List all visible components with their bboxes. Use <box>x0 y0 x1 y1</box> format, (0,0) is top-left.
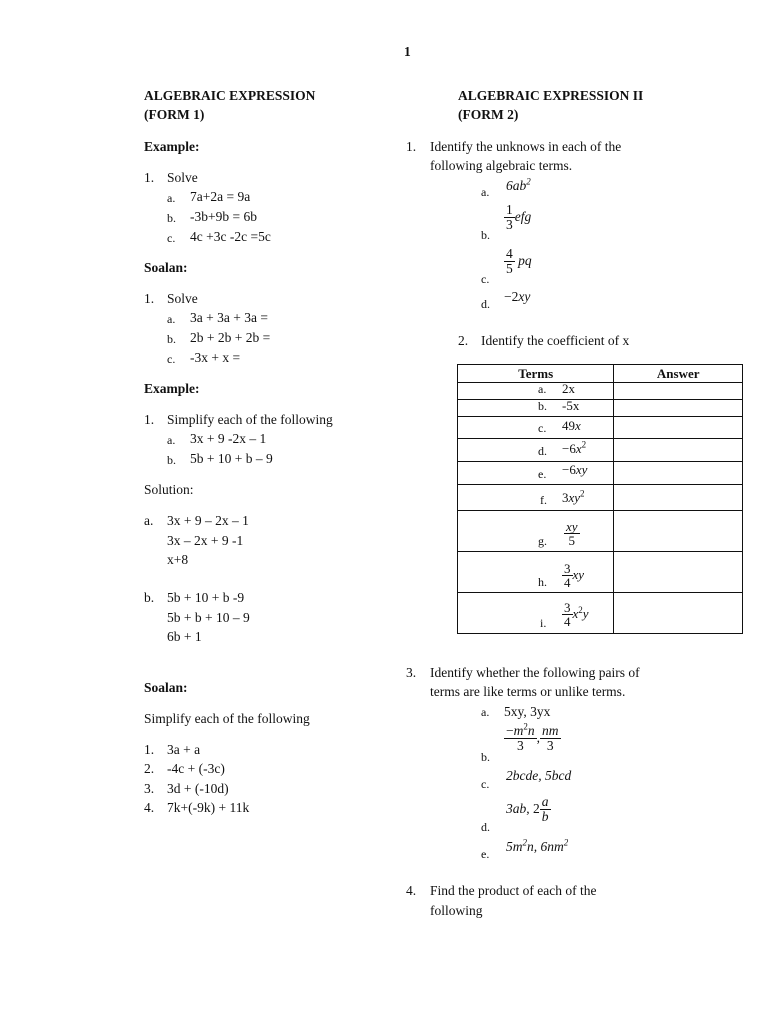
list-letter: c. <box>167 352 176 366</box>
row-letter: b. <box>538 399 547 413</box>
list-number: 1. <box>406 139 417 154</box>
answer-cell[interactable] <box>614 383 743 400</box>
left-heading: ALGEBRAIC EXPRESSION <box>144 88 316 103</box>
soalan2-intro: Simplify each of the following <box>144 711 310 726</box>
list-number: 2. <box>144 761 155 776</box>
q3-text: terms are like terms or unlike terms. <box>430 684 626 699</box>
q1-text: following algebraic terms. <box>430 158 573 173</box>
answer-cell[interactable] <box>614 400 743 417</box>
solution-a-line: x+8 <box>167 552 189 567</box>
q1-text: Identify the unknows in each of the <box>430 139 622 154</box>
table-row <box>458 552 743 593</box>
row-letter: e. <box>538 467 547 481</box>
row-letter: c. <box>538 421 547 435</box>
math-term: 3ab, 2 $\frac{a}{b}$ <box>506 794 549 825</box>
soalan1-part-a: 3a + 3a + 3a = <box>190 310 268 325</box>
answer-cell[interactable] <box>614 439 743 462</box>
row-letter: d. <box>538 444 547 458</box>
list-letter: b. <box>481 228 490 242</box>
term-cell: $\frac{3}{4}$ $x^2y$ <box>564 599 589 630</box>
list-number: 1. <box>144 170 155 185</box>
row-letter: i. <box>540 616 547 630</box>
list-letter: b. <box>481 750 490 764</box>
answer-header: Answer <box>614 365 743 383</box>
right-heading: ALGEBRAIC EXPRESSION II <box>458 88 644 103</box>
row-letter: f. <box>540 493 547 507</box>
list-letter: c. <box>481 777 490 791</box>
math-term: $6ab^2$ <box>506 176 531 193</box>
example2-part-a: 3x + 9 -2x – 1 <box>190 431 267 446</box>
example1-title: Example: <box>144 139 200 154</box>
term-cell: $\frac{xy}{5}$ <box>566 518 578 549</box>
math-term: $\frac{-m^2n}{3}$ , $\frac{nm}{3}$ <box>506 721 559 754</box>
math-term: 2bcde, 5bcd <box>506 768 572 783</box>
page-number: 1 <box>404 44 411 59</box>
example1-part-a: 7a+2a = 9a <box>190 189 251 204</box>
example2-item: Simplify each of the following <box>167 412 333 427</box>
list-number: 1. <box>144 412 155 427</box>
row-letter: g. <box>538 534 547 548</box>
q4-text: following <box>430 903 483 918</box>
soalan2-item: 3d + (-10d) <box>167 781 229 796</box>
soalan2-title: Soalan: <box>144 680 188 695</box>
answer-cell[interactable] <box>614 485 743 511</box>
table-row <box>458 593 743 634</box>
table-row <box>458 439 743 462</box>
solution-a-line: 3x + 9 – 2x – 1 <box>167 513 249 528</box>
list-letter: c. <box>481 272 490 286</box>
term-cell: 2x <box>562 381 575 396</box>
list-number: 1. <box>144 291 155 306</box>
example1-item: Solve <box>167 170 198 185</box>
soalan2-item: 3a + a <box>167 742 201 757</box>
list-letter: d. <box>481 297 490 311</box>
solution-b-line: 5b + 10 + b -9 <box>167 590 245 605</box>
list-number: 3. <box>144 781 155 796</box>
math-term: $\frac{4}{5}$ pq <box>506 246 532 277</box>
solution-a-line: 3x – 2x + 9 -1 <box>167 533 244 548</box>
list-letter: b. <box>167 211 176 225</box>
table-row <box>458 462 743 485</box>
example2-title: Example: <box>144 381 200 396</box>
table-row <box>458 511 743 552</box>
list-letter: a. <box>167 191 176 205</box>
term-cell: $3xy^2$ <box>562 488 585 505</box>
list-letter: e. <box>481 847 490 861</box>
q3-text: Identify whether the following pairs of <box>430 665 640 680</box>
answer-cell[interactable] <box>614 511 743 552</box>
table-row <box>458 485 743 511</box>
soalan1-part-c: -3x + x = <box>190 350 241 365</box>
table-header-row <box>458 365 743 383</box>
term-cell: -5x <box>562 398 580 413</box>
math-term: −2xy <box>504 289 531 304</box>
answer-cell[interactable] <box>614 417 743 439</box>
answer-cell[interactable] <box>614 552 743 593</box>
list-letter: a. <box>481 705 490 719</box>
term-cell: 49x <box>562 418 581 433</box>
term-cell: $\frac{3}{4}$ xy <box>564 560 585 591</box>
terms-header: Terms <box>458 365 614 383</box>
example2-part-b: 5b + 10 + b – 9 <box>190 451 273 466</box>
left-subheading: (FORM 1) <box>144 107 205 122</box>
math-term: $5m^2n$, $6nm^2$ <box>506 837 569 854</box>
list-letter: c. <box>167 231 176 245</box>
right-subheading: (FORM 2) <box>458 107 519 122</box>
coefficient-table <box>457 364 743 634</box>
soalan1-part-b: 2b + 2b + 2b = <box>190 330 271 345</box>
list-number: 4. <box>406 883 417 898</box>
table-row <box>458 400 743 417</box>
answer-cell[interactable] <box>614 462 743 485</box>
list-letter: b. <box>167 453 176 467</box>
list-number: 1. <box>144 742 155 757</box>
solution-title: Solution: <box>144 482 194 497</box>
table-row <box>458 383 743 400</box>
list-letter: b. <box>144 590 155 605</box>
q4-text: Find the product of each of the <box>430 883 597 898</box>
list-letter: a. <box>167 433 176 447</box>
term-cell: −6xy <box>562 462 588 477</box>
q2-text: Identify the coefficient of x <box>481 333 630 348</box>
example1-part-b: -3b+9b = 6b <box>190 209 257 224</box>
list-letter: a. <box>481 185 490 199</box>
list-number: 4. <box>144 800 155 815</box>
list-letter: a. <box>144 513 154 528</box>
soalan1-title: Soalan: <box>144 260 188 275</box>
solution-b-line: 5b + b + 10 – 9 <box>167 610 250 625</box>
answer-cell[interactable] <box>614 593 743 634</box>
table-row <box>458 417 743 439</box>
soalan2-item: -4c + (-3c) <box>167 761 225 776</box>
q3-a-pair: 5xy, 3yx <box>504 704 551 719</box>
soalan1-item: Solve <box>167 291 198 306</box>
list-number: 2. <box>458 333 469 348</box>
list-number: 3. <box>406 665 417 680</box>
example1-part-c: 4c +3c -2c =5c <box>190 229 271 244</box>
row-letter: h. <box>538 575 547 589</box>
term-cell: $-6x^2$ <box>562 439 587 456</box>
row-letter: a. <box>538 382 547 396</box>
list-letter: b. <box>167 332 176 346</box>
list-letter: d. <box>481 820 490 834</box>
math-term: $\frac{1}{3}$ efg <box>506 202 532 233</box>
soalan2-item: 7k+(-9k) + 11k <box>167 800 250 815</box>
list-letter: a. <box>167 312 176 326</box>
solution-b-line: 6b + 1 <box>167 629 202 644</box>
